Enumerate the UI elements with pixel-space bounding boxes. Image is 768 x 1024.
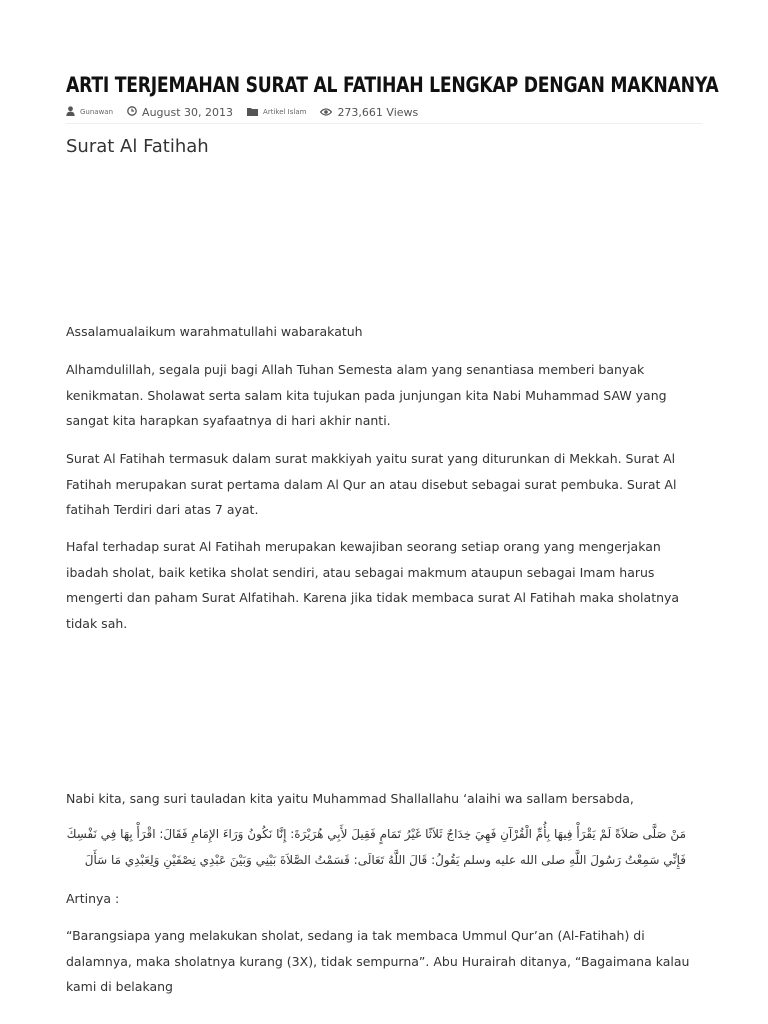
meta-views [320, 106, 418, 119]
paragraph-hafal: Hafal terhadap surat Al Fatihah merupakan kewajiban seorang setiap orang yang mengerjakan ibadah sholat, baik ketika sholat sendiri, atau sebagai makmum ataupun sebagai Imam harus mengerti dan paham Surat Alfatihah. Karena jika tidak membaca surat Al Fatihah maka sholatnya tidak sah. [66, 539, 680, 631]
hadith-translation: “Barangsiapa yang melakukan sholat, sedang ia tak membaca Ummul Qur’an (Al-Fatihah) di dalamnya, maka sholatnya kurang (3X), tidak sempurna”. Abu Hurairah ditanya, “Bagaimana kalau kami di belakang [66, 928, 690, 994]
article-meta [66, 103, 432, 121]
meta-author[interactable] [66, 106, 113, 119]
artinya-label: Artinya : [66, 891, 120, 906]
paragraph-hadith-intro: Nabi kita, sang suri tauladan kita yaitu Muhammad Shallallahu ‘alaihi wa sallam bersabda, [66, 791, 634, 806]
post-date: August 30, 2013 [142, 105, 234, 119]
category-link[interactable]: Artikel Islam [263, 108, 307, 116]
paragraph-intro: Alhamdulillah, segala puji bagi Allah Tuhan Semesta alam yang senantiasa memberi banyak kenikmatan. Sholawat serta salam kita tujukan pada junjungan kita Nabi Muhammad SAW yang sangat kita harapkan syafaatnya di hari akhir nanti. [66, 362, 667, 428]
author-name: Gunawan [80, 108, 114, 116]
clock-icon [127, 106, 137, 119]
eye-icon [320, 106, 332, 119]
folder-icon [247, 106, 258, 119]
paragraph-makkiyah: Surat Al Fatihah termasuk dalam surat makkiyah yaitu surat yang diturunkan di Mekkah. Surat Al Fatihah merupakan surat pertama dalam Al Qur an atau disebut sebagai surat pembuka. Surat Al fatihah Terdiri dari atas 7 ayat. [66, 451, 677, 517]
hadith-arabic-text: مَنْ صَلَّى صَلاَةً لَمْ يَقْرَأْ فِيهَا بِأُمِّ الْقُرْآنِ فَهِيَ خِدَاجٌ ثَلاَثًا غَيْرُ تَمَامٍ فَقِيلَ لأَبِي هُرَيْرَةَ: إِنَّا نَكُونُ وَرَاءَ الإِمَامِ فَقَالَ: اقْرَأْ بِهَا فِي نَفْسِكَ فَإِنِّي سَمِعْتُ رَسُولَ اللَّهِ صلى الله عليه وسلم يَقُولُ: قَالَ اللَّهُ تَعَالَى: قَسَمْتُ الصَّلاَةَ بَيْنِي وَبَيْنَ عَبْدِي نِصْفَيْنِ وَلِعَبْدِي مَا سَأَلَ [66, 827, 686, 867]
meta-date [127, 106, 233, 119]
meta-divider [66, 123, 702, 124]
article-subtitle: Surat Al Fatihah [66, 136, 209, 157]
user-icon [66, 106, 75, 119]
paragraph-greeting: Assalamualaikum warahmatullahi wabarakatuh [66, 324, 363, 339]
meta-category[interactable] [247, 106, 306, 119]
article-title: ARTI TERJEMAHAN SURAT AL FATIHAH LENGKAP DENGAN MAKNANYA [66, 73, 719, 97]
view-count: 273,661 Views [337, 105, 419, 119]
